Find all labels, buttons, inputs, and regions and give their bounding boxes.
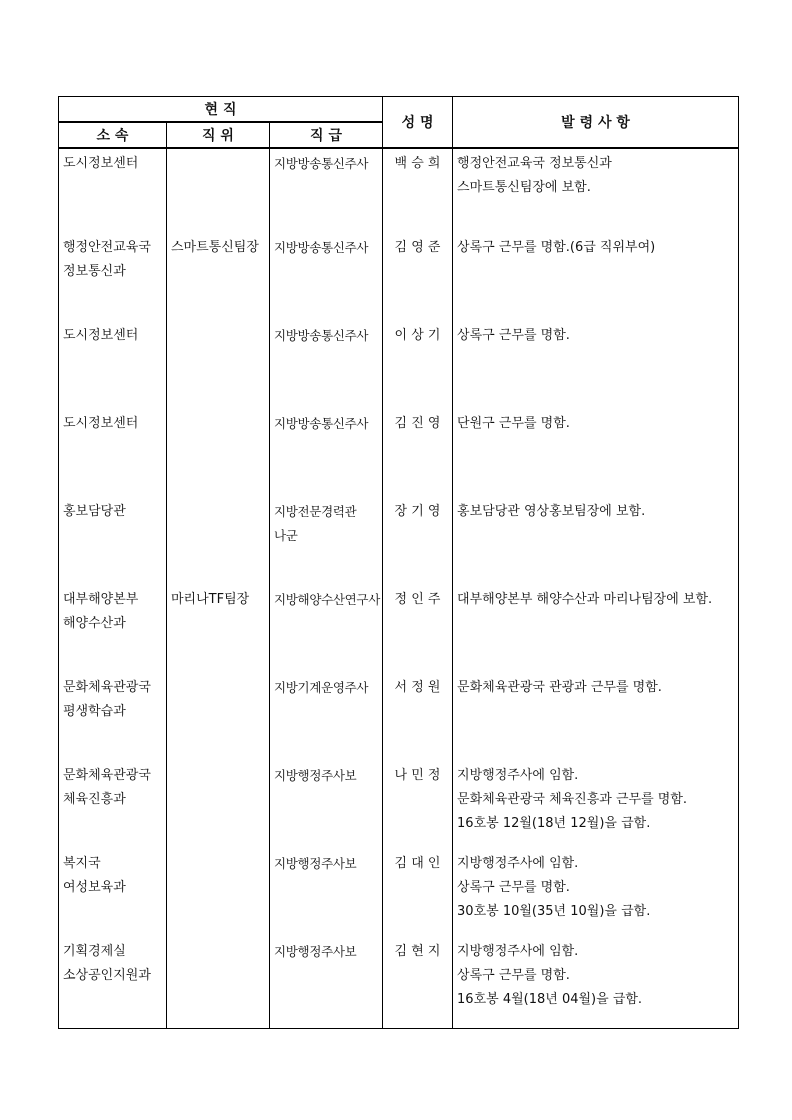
order-cell bbox=[453, 676, 739, 764]
dept-line: 평생학습과 bbox=[63, 704, 126, 719]
position-text: 스마트통신팀장 bbox=[171, 240, 259, 255]
order-line: 상록구 근무를 명함. bbox=[457, 328, 570, 343]
grade-column-header: 직 급 bbox=[270, 122, 383, 148]
dept-line: 대부해양본부 bbox=[63, 592, 139, 607]
dept-line: 해양수산과 bbox=[63, 616, 126, 631]
dept-cell bbox=[59, 412, 167, 500]
grade-cell bbox=[270, 148, 383, 236]
order-line: 지방행정주사에 임함. bbox=[457, 944, 579, 959]
name-cell: 김 진 영 bbox=[383, 412, 453, 500]
order-line: 상록구 근무를 명함. bbox=[457, 880, 570, 895]
order-line: 지방행정주사에 임함. bbox=[457, 768, 579, 783]
position-text: 마리나TF팀장 bbox=[171, 592, 250, 607]
dept-cell bbox=[59, 148, 167, 236]
position-column-header: 직 위 bbox=[167, 122, 270, 148]
order-line: 30호봉 10월(35년 10월)을 급함. bbox=[457, 904, 651, 919]
table-row bbox=[59, 588, 739, 676]
name-cell: 서 정 원 bbox=[383, 676, 453, 764]
order-line: 문화체육관광국 체육진흥과 근무를 명함. bbox=[457, 792, 688, 807]
table-row bbox=[59, 764, 739, 852]
dept-line: 도시정보센터 bbox=[63, 156, 139, 171]
dept-cell bbox=[59, 324, 167, 412]
order-cell bbox=[453, 412, 739, 500]
dept-cell bbox=[59, 852, 167, 940]
order-cell bbox=[453, 940, 739, 1028]
order-cell bbox=[453, 148, 739, 236]
order-cell bbox=[453, 236, 739, 324]
grade-line: 지방해양수산연구사 bbox=[274, 592, 380, 607]
dept-line: 소상공인지원과 bbox=[63, 968, 151, 983]
order-line: 행정안전교육국 정보통신과 bbox=[457, 156, 612, 171]
grade-line: 지방방송통신주사 bbox=[274, 156, 369, 171]
order-line: 문화체육관광국 관광과 근무를 명함. bbox=[457, 680, 662, 695]
dept-line: 체육진흥과 bbox=[63, 792, 126, 807]
grade-line: 지방전문경력관 bbox=[274, 504, 357, 519]
dept-line: 홍보담당관 bbox=[63, 504, 126, 519]
grade-line: 지방기계운영주사 bbox=[274, 680, 369, 695]
name-cell: 김 영 준 bbox=[383, 236, 453, 324]
dept-line: 복지국 bbox=[63, 856, 101, 871]
name-cell: 나 민 정 bbox=[383, 764, 453, 852]
grade-line: 지방방송통신주사 bbox=[274, 328, 369, 343]
grade-line: 나군 bbox=[274, 528, 298, 543]
position-cell bbox=[167, 588, 270, 676]
grade-cell bbox=[270, 588, 383, 676]
table-row bbox=[59, 676, 739, 764]
dept-cell bbox=[59, 764, 167, 852]
grade-line: 지방행정주사보 bbox=[274, 944, 357, 959]
name-cell: 백 승 희 bbox=[383, 148, 453, 236]
grade-cell bbox=[270, 852, 383, 940]
table-row bbox=[59, 412, 739, 500]
grade-cell bbox=[270, 324, 383, 412]
table-row bbox=[59, 500, 739, 588]
order-line: 단원구 근무를 명함. bbox=[457, 416, 570, 431]
grade-cell bbox=[270, 676, 383, 764]
order-line: 대부해양본부 해양수산과 마리나팀장에 보함. bbox=[457, 592, 713, 607]
dept-cell bbox=[59, 500, 167, 588]
grade-line: 지방행정주사보 bbox=[274, 856, 357, 871]
position-cell bbox=[167, 324, 270, 412]
position-cell bbox=[167, 676, 270, 764]
dept-line: 문화체육관광국 bbox=[63, 768, 151, 783]
table-row bbox=[59, 852, 739, 940]
order-cell bbox=[453, 500, 739, 588]
grade-line: 지방방송통신주사 bbox=[274, 240, 369, 255]
position-cell bbox=[167, 764, 270, 852]
order-cell bbox=[453, 764, 739, 852]
grade-cell bbox=[270, 412, 383, 500]
dept-cell bbox=[59, 940, 167, 1028]
order-cell bbox=[453, 588, 739, 676]
table-row bbox=[59, 324, 739, 412]
name-cell: 김 대 인 bbox=[383, 852, 453, 940]
grade-cell bbox=[270, 236, 383, 324]
order-line: 홍보담당관 영상홍보팀장에 보함. bbox=[457, 504, 646, 519]
grade-cell bbox=[270, 500, 383, 588]
order-line: 16호봉 12월(18년 12월)을 급함. bbox=[457, 816, 651, 831]
dept-column-header: 소 속 bbox=[59, 122, 167, 148]
position-cell bbox=[167, 852, 270, 940]
personnel-order-table bbox=[58, 96, 739, 1029]
position-cell bbox=[167, 940, 270, 1028]
dept-line: 정보통신과 bbox=[63, 264, 126, 279]
dept-line: 행정안전교육국 bbox=[63, 240, 151, 255]
position-cell bbox=[167, 412, 270, 500]
grade-line: 지방방송통신주사 bbox=[274, 416, 369, 431]
dept-cell bbox=[59, 588, 167, 676]
grade-line: 지방행정주사보 bbox=[274, 768, 357, 783]
order-line: 상록구 근무를 명함. bbox=[457, 968, 570, 983]
position-cell bbox=[167, 500, 270, 588]
dept-cell bbox=[59, 676, 167, 764]
current-position-group-header: 현 직 bbox=[59, 97, 383, 123]
table-row bbox=[59, 236, 739, 324]
dept-line: 도시정보센터 bbox=[63, 416, 139, 431]
name-cell: 정 인 주 bbox=[383, 588, 453, 676]
order-cell bbox=[453, 852, 739, 940]
dept-line: 기획경제실 bbox=[63, 944, 126, 959]
table-row bbox=[59, 940, 739, 1028]
order-line: 16호봉 4월(18년 04월)을 급함. bbox=[457, 992, 643, 1007]
dept-cell bbox=[59, 236, 167, 324]
name-column-header: 성 명 bbox=[383, 97, 453, 149]
order-cell bbox=[453, 324, 739, 412]
dept-line: 도시정보센터 bbox=[63, 328, 139, 343]
order-line: 지방행정주사에 임함. bbox=[457, 856, 579, 871]
grade-cell bbox=[270, 940, 383, 1028]
order-column-header: 발 령 사 항 bbox=[453, 97, 739, 149]
grade-cell bbox=[270, 764, 383, 852]
order-line: 상록구 근무를 명함.(6급 직위부여) bbox=[457, 240, 656, 255]
dept-line: 여성보육과 bbox=[63, 880, 126, 895]
name-cell: 이 상 기 bbox=[383, 324, 453, 412]
name-cell: 장 기 영 bbox=[383, 500, 453, 588]
table-row bbox=[59, 148, 739, 236]
position-cell bbox=[167, 148, 270, 236]
order-line: 스마트통신팀장에 보함. bbox=[457, 180, 591, 195]
dept-line: 문화체육관광국 bbox=[63, 680, 151, 695]
position-cell bbox=[167, 236, 270, 324]
name-cell: 김 현 지 bbox=[383, 940, 453, 1028]
